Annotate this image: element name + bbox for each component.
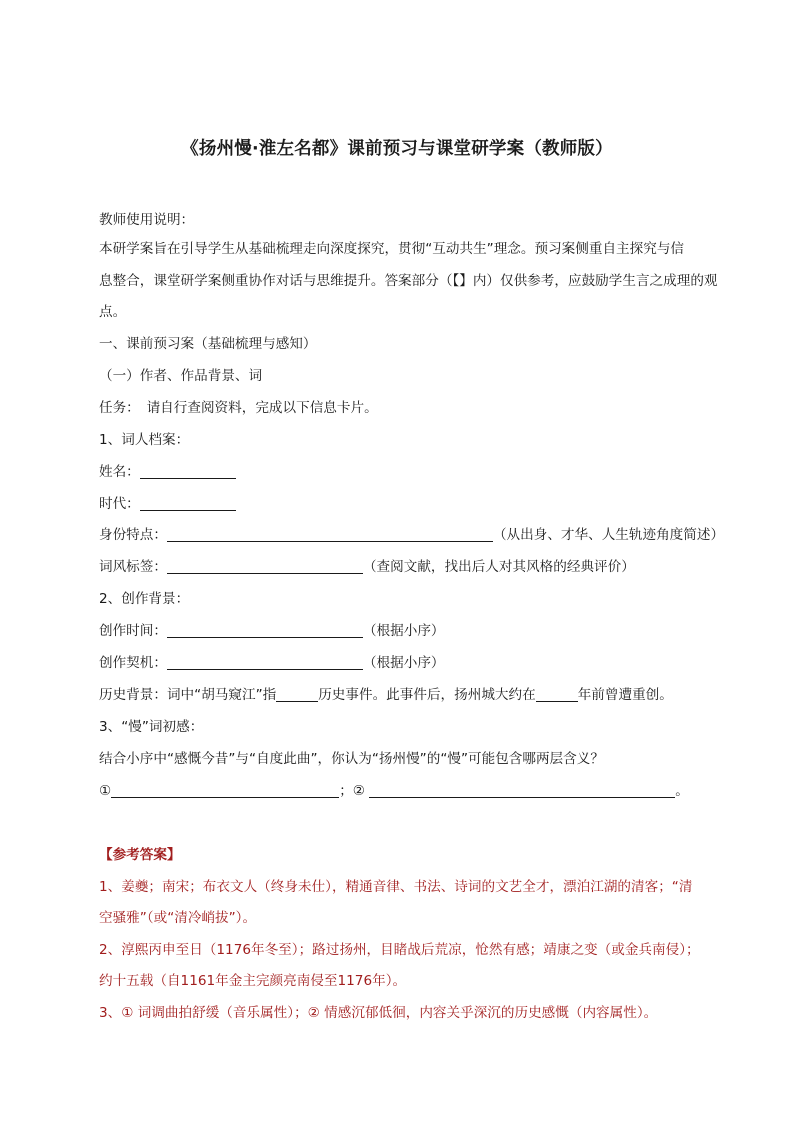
occasion-label: 创作契机： (99, 655, 167, 671)
item3-answer-row (99, 781, 689, 801)
answer-2-line-1: 2、淳熙丙申至日（1176年冬至）；路过扬州，目睹战后荒凉，怆然有感；靖康之变（或金兵南侵）； (99, 942, 700, 958)
circle-one-mark: ① (99, 783, 112, 799)
history-years-blank[interactable] (536, 687, 578, 702)
style-row (99, 557, 635, 577)
instructions-line-2: 息整合，课堂研学案侧重协作对话与思维提升。答案部分（【】内）仅供参考，应鼓励学生言之成理的观 (99, 273, 718, 289)
item2-heading: 2、创作背景： (99, 591, 190, 607)
history-prefix: 历史背景：词中“胡马窥江”指 (99, 687, 277, 703)
identity-row (99, 525, 724, 545)
identity-hint: （从出身、才华、人生轨迹角度简述） (492, 527, 725, 543)
history-row (99, 685, 673, 705)
history-mid: 历史事件。此事件后，扬州城大约在 (318, 687, 536, 703)
history-suffix: 年前曾遭重创。 (577, 687, 673, 703)
name-blank[interactable] (140, 464, 236, 479)
identity-blank[interactable] (167, 527, 493, 542)
identity-label: 身份特点： (99, 527, 167, 543)
meaning-two-blank[interactable] (369, 783, 675, 798)
section-heading: 一、课前预习案（基础梳理与感知） (99, 336, 317, 352)
meaning-one-blank[interactable] (111, 783, 339, 798)
time-blank[interactable] (167, 623, 363, 638)
era-blank[interactable] (140, 496, 236, 511)
style-label: 词风标签： (99, 559, 167, 575)
item3-heading: 3、“慢”词初感： (99, 719, 204, 735)
history-event-blank[interactable] (276, 687, 318, 702)
occasion-hint: （根据小序） (362, 655, 445, 671)
answer-3-line-1: 3、① 词调曲拍舒缓（音乐属性）；② 情感沉郁低徊，内容关乎深沉的历史感慨（内容属性）。 (99, 1005, 658, 1021)
document-title: 《扬州慢·淮左名都》课前预习与课堂研学案（教师版） (181, 139, 613, 159)
name-row (99, 462, 236, 482)
style-blank[interactable] (167, 559, 363, 574)
style-hint: （查阅文献，找出后人对其风格的经典评价） (362, 559, 635, 575)
instructions-line-1: 本研学案旨在引导学生从基础梳理走向深度探究，贯彻“互动共生”理念。预习案侧重自主探究与信 (99, 241, 685, 257)
subsection-heading: （一）作者、作品背景、词 (99, 368, 263, 384)
answer-1-line-2: 空骚雅”（或“清冷峭拔”）。 (99, 910, 257, 926)
instructions-heading: 教师使用说明： (99, 212, 195, 228)
end-mark: 。 (675, 783, 689, 799)
answers-heading: 【参考答案】 (99, 847, 181, 863)
time-hint: （根据小序） (362, 623, 445, 639)
time-label: 创作时间： (99, 623, 167, 639)
item1-heading: 1、词人档案： (99, 432, 190, 448)
era-row (99, 494, 236, 514)
occasion-blank[interactable] (167, 655, 363, 670)
occasion-row (99, 653, 445, 673)
item3-question: 结合小序中“感慨今昔”与“自度此曲”，你认为“扬州慢”的“慢”可能包含哪两层含义？ (99, 751, 604, 767)
instructions-line-3: 点。 (99, 304, 127, 320)
answer-2-line-2: 约十五载（自1161年金主完颜亮南侵至1176年）。 (99, 973, 407, 989)
time-row (99, 621, 445, 641)
era-label: 时代： (99, 496, 140, 512)
task-text: 任务： 请自行查阅资料，完成以下信息卡片。 (99, 400, 378, 416)
answer-1-line-1: 1、姜夔；南宋；布衣文人（终身未仕），精通音律、书法、诗词的文艺全才，漂泊江湖的清客；“清 (99, 879, 693, 895)
name-label: 姓名： (99, 464, 140, 480)
separator-mark: ；② (339, 783, 365, 799)
